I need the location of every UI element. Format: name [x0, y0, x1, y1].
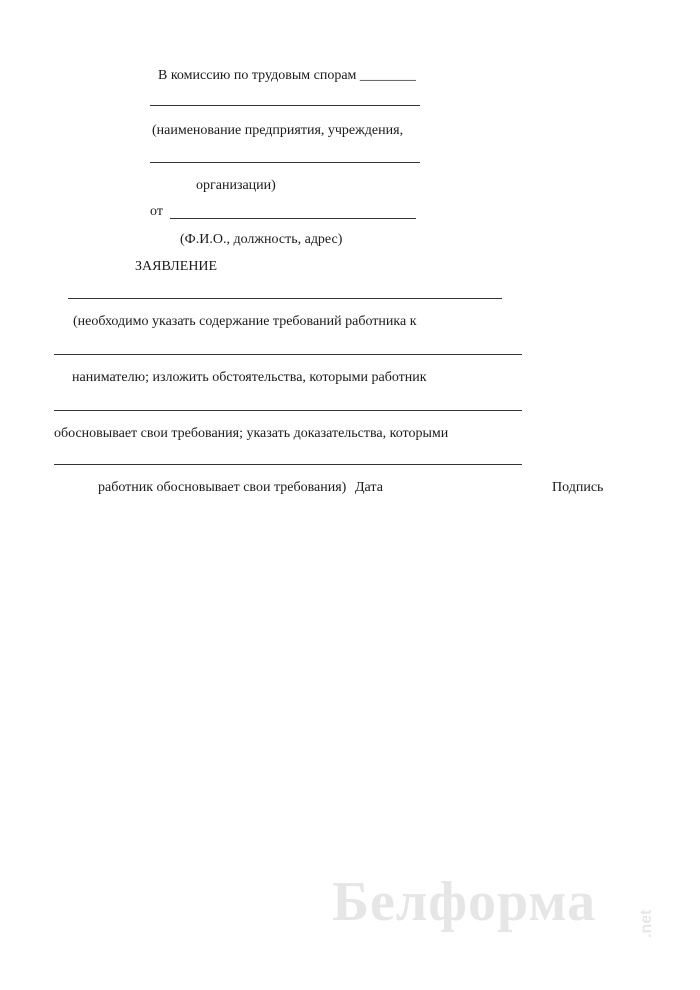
org-name-rule-1 [150, 105, 420, 106]
body-caption-3: обосновывает свои требования; указать доказательства, которыми [54, 426, 449, 441]
body-rule-4 [54, 464, 522, 465]
watermark-domain: .net [638, 909, 655, 938]
body-rule-2 [54, 354, 522, 355]
document-title: ЗАЯВЛЕНИЕ [135, 259, 218, 274]
body-caption-1: (необходимо указать содержание требований работника к [73, 314, 417, 329]
org-caption-1: (наименование предприятия, учреждения, [152, 123, 404, 138]
signature-label: Подпись [552, 480, 604, 495]
watermark-brand: Белформа [332, 871, 597, 933]
body-rule-1 [68, 298, 502, 299]
body-caption-2: нанимателю; изложить обстоятельства, которыми работник [72, 370, 427, 385]
addressee-line: В комиссию по трудовым спорам ________ [158, 68, 416, 83]
date-label: Дата [355, 480, 383, 495]
org-name-rule-2 [150, 162, 420, 163]
from-label: от [150, 204, 163, 219]
org-caption-2: организации) [196, 178, 276, 193]
from-rule [170, 218, 416, 219]
body-caption-4: работник обосновывает свои требования) [98, 480, 347, 495]
body-rule-3 [54, 410, 522, 411]
person-caption: (Ф.И.О., должность, адрес) [180, 232, 343, 247]
